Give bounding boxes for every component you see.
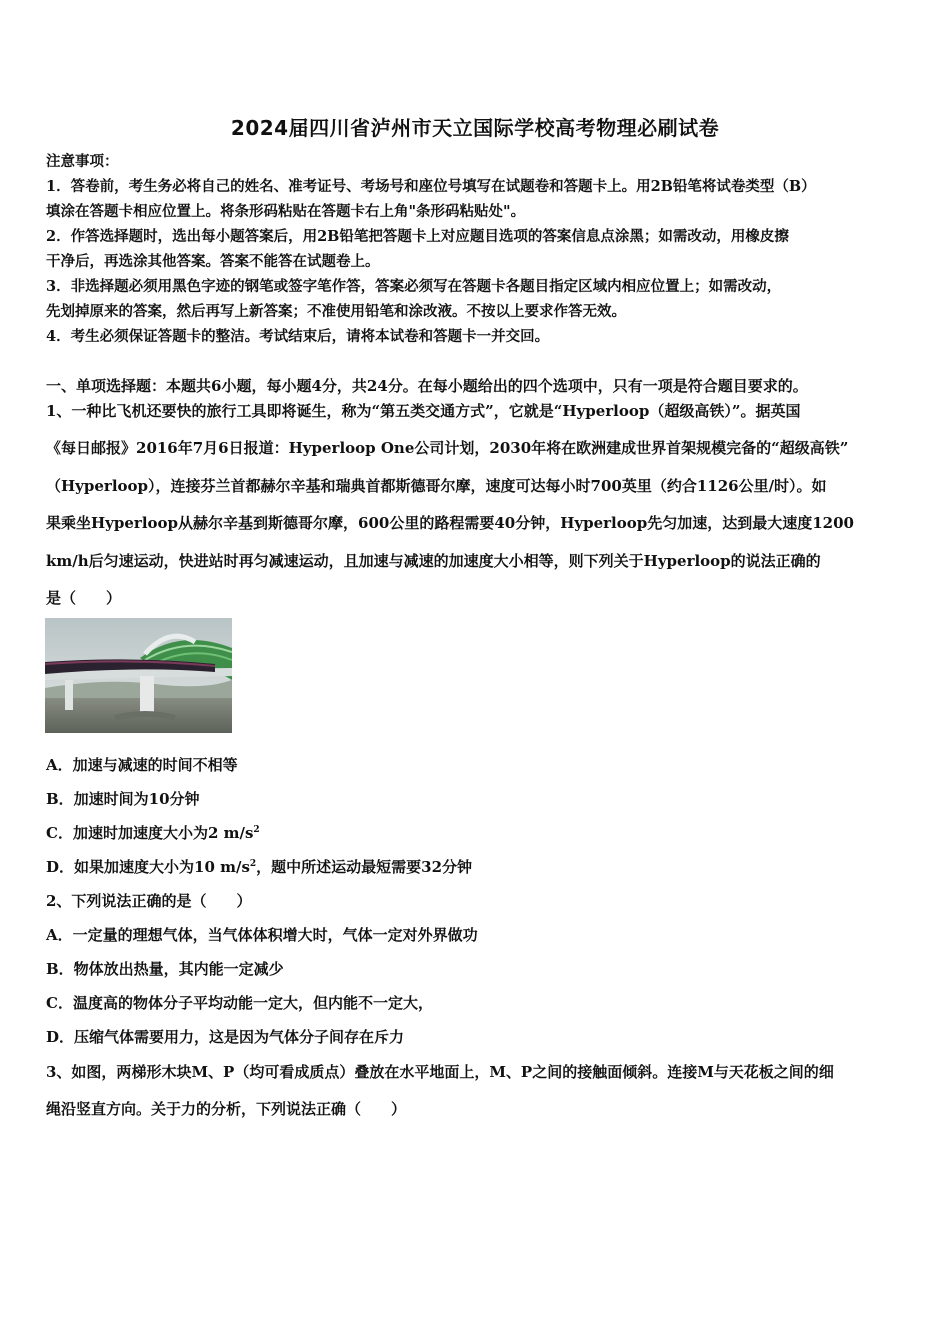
q2-option-c: C．温度高的物体分子平均动能一定大，但内能不一定大， [46, 994, 433, 1012]
notice-heading: 注意事项： [46, 153, 119, 170]
q2-option-b: B．物体放出热量，其内能一定减少 [46, 960, 284, 978]
page-title: 2024届四川省泸州市天立国际学校高考物理必刷试卷 [230, 116, 720, 140]
notice-line: 干净后，再选涂其他答案。答案不能答在试题卷上。 [46, 253, 380, 270]
q2-stem: 2、下列说法正确的是（ ） [46, 892, 252, 910]
q1-option-d-text-end: ，题中所述运动最短需要32分钟 [256, 858, 473, 876]
q1-option-b: B．加速时间为10分钟 [46, 790, 200, 808]
q1-stem-line: （Hyperloop），连接芬兰首都赫尔辛基和瑞典首都斯德哥尔摩，速度可达每小时700英里（约合1126公里/时）。如 [46, 477, 827, 495]
notice-line: 填涂在答题卡相应位置上。将条形码粘贴在答题卡右上角"条形码粘贴处"。 [46, 203, 526, 220]
notice-line: 2．作答选择题时，选出每小题答案后，用2B铅笔把答题卡上对应题目选项的答案信息点涂黑；如需改动，用橡皮擦 [46, 228, 789, 245]
q1-option-d-text: D．如果加速度大小为10 m/s [46, 858, 250, 876]
q2-option-a: A．一定量的理想气体，当气体体积增大时，气体一定对外界做功 [46, 926, 478, 944]
hyperloop-illustration [45, 618, 232, 733]
q1-option-c-text: C．加速时加速度大小为2 m/s [46, 824, 254, 842]
q1-stem-line: km/h后匀速运动，快进站时再匀减速运动，且加速与减速的加速度大小相等，则下列关于Hyperloop的说法正确的 [46, 552, 821, 570]
q3-stem-line: 3、如图，两梯形木块M、P（均可看成质点）叠放在水平地面上，M、P之间的接触面倾斜。连接M与天花板之间的细 [46, 1063, 834, 1081]
q1-option-d [46, 857, 472, 877]
q1-stem-line: 是（ ） [46, 589, 122, 607]
q3-stem-line: 绳沿竖直方向。关于力的分析，下列说法正确（ ） [46, 1100, 407, 1118]
superscript: 2 [249, 859, 257, 869]
q2-option-d: D．压缩气体需要用力，这是因为气体分子间存在斥力 [46, 1028, 405, 1046]
q1-stem-line: 果乘坐Hyperloop从赫尔辛基到斯德哥尔摩，600公里的路程需要40分钟，Hyperloop先匀加速，达到最大速度1200 [46, 514, 854, 532]
q1-stem-line: 1、一种比飞机还要快的旅行工具即将诞生，称为“第五类交通方式”，它就是“Hyperloop（超级高铁）”。据英国 [46, 402, 801, 420]
notice-line: 先划掉原来的答案，然后再写上新答案；不准使用铅笔和涂改液。不按以上要求作答无效。 [46, 303, 626, 320]
notice-line: 1．答卷前，考生务必将自己的姓名、准考证号、考场号和座位号填写在试题卷和答题卡上。用2B铅笔将试卷类型（B） [46, 178, 816, 195]
notice-line: 4．考生必须保证答题卡的整洁。考试结束后，请将本试卷和答题卡一并交回。 [46, 328, 550, 345]
section-heading: 一、单项选择题：本题共6小题，每小题4分，共24分。在每小题给出的四个选项中，只有一项是符合题目要求的。 [46, 377, 808, 395]
q1-option-a: A．加速与减速的时间不相等 [46, 756, 238, 774]
notice-line: 3．非选择题必须用黑色字迹的钢笔或签字笔作答，答案必须写在答题卡各题目指定区域内相应位置上；如需改动， [46, 278, 782, 295]
q1-option-c [46, 823, 260, 843]
hyperloop-photo [45, 618, 232, 733]
q1-stem-line: 《每日邮报》2016年7月6日报道：Hyperloop One公司计划，2030年将在欧洲建成世界首架规模完备的“超级高铁” [46, 439, 849, 457]
superscript: 2 [253, 825, 260, 835]
